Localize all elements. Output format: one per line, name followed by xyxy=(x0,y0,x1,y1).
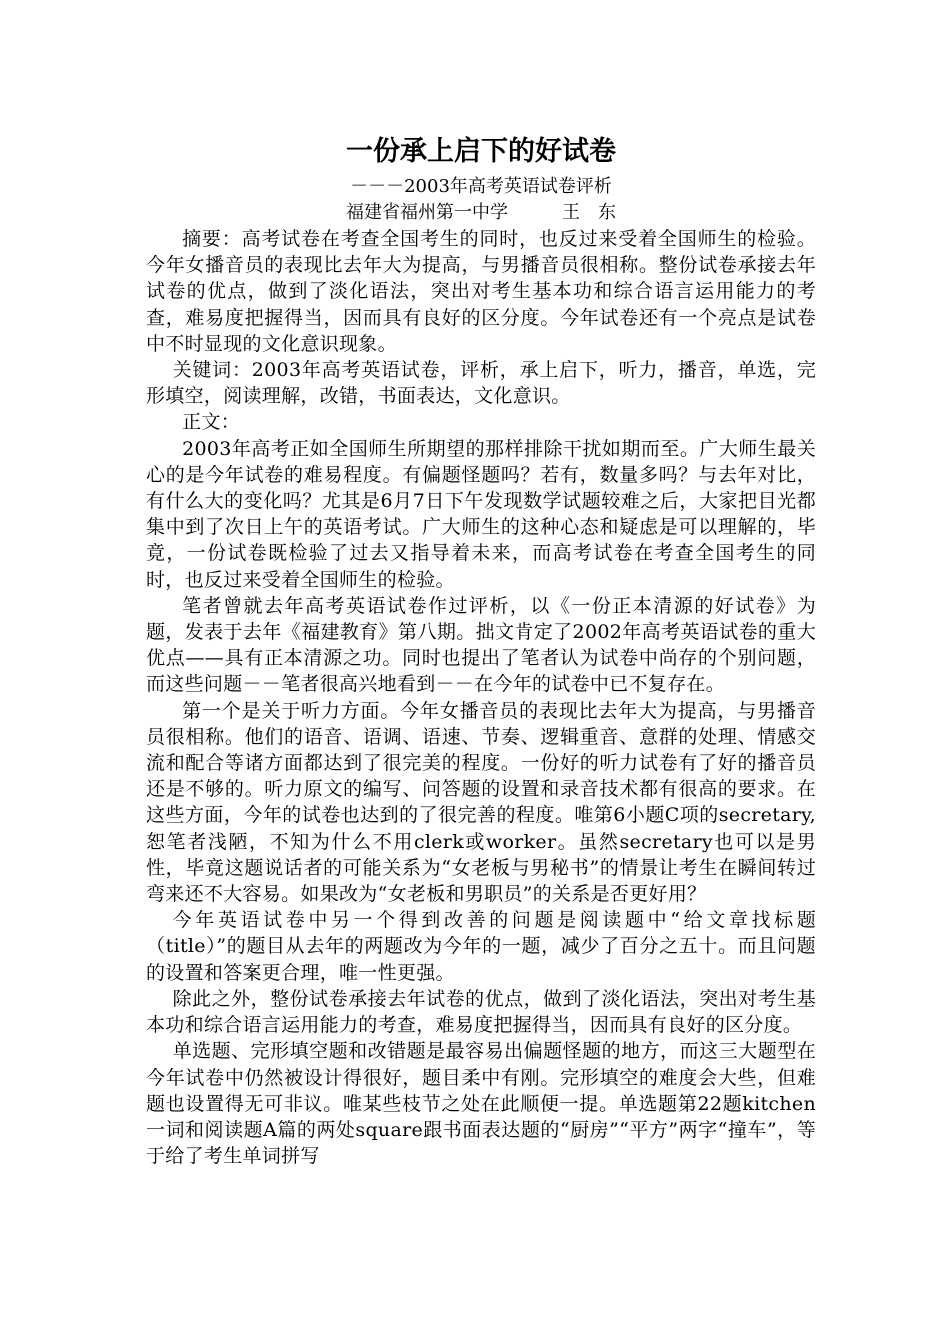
body-paragraph-5: 除此之外，整份试卷承接去年试卷的优点，做到了淡化语法，突出对考生基本功和综合语言运用能力的考查，难易度把握得当，因而具有良好的区分度。 xyxy=(146,987,816,1037)
body-paragraph-2: 笔者曾就去年高考英语试卷作过评析，以《一份正本清源的好试卷》为题，发表于去年《福建教育》第八期。拙文肯定了2002年高考英语试卷的重大优点——具有正本清源之功。同时也提出了笔者认为试卷中尚存的个别问题，而这些问题－－笔者很高兴地看到－－在今年的试卷中已不复存在。 xyxy=(146,594,816,696)
author-line: 福建省福州第一中学 王 东 xyxy=(346,202,616,223)
body-heading: 正文： xyxy=(182,411,240,434)
abstract-paragraph: 摘要：高考试卷在考查全国考生的同时，也反过来受着全国师生的检验。今年女播音员的表现比去年大为提高，与男播音员很相称。整份试卷承接去年试卷的优点，做到了淡化语法，突出对考生基本功和综合语言运用能力的考查，难易度把握得当，因而具有良好的区分度。今年试卷还有一个亮点是试卷中不时显现的文化意识现象。 xyxy=(146,228,816,355)
keywords-paragraph: 关键词：2003年高考英语试卷，评析，承上启下，听力，播音，单选，完形填空，阅读理解，改错，书面表达，文化意识。 xyxy=(146,359,816,408)
document-title: 一份承上启下的好试卷 xyxy=(346,136,616,167)
body-paragraph-3: 第一个是关于听力方面。今年女播音员的表现比去年大为提高，与男播音员很相称。他们的语音、语调、语速、节奏、逻辑重音、意群的处理、情感交流和配合等诸方面都达到了很完美的程度。一份好的听力试卷有了好的播音员还是不够的。听力原文的编写、问答题的设置和录音技术都有很高的要求。在这些方面，今年的试卷也达到的了很完善的程度。唯第6小题C项的secretary, 恕笔者浅陋，不知为什么不用clerk或worker。虽然secretary也可以是男性，毕竟这题说话者的可能关系为“女老板与男秘书”的情景让考生在瞬间转过弯来还不大容易。如果改为“女老板和男职员”的关系是否更好用？ xyxy=(146,699,816,906)
body-paragraph-6: 单选题、完形填空题和改错题是最容易出偏题怪题的地方，而这三大题型在今年试卷中仍然被设计得很好，题目柔中有刚。完形填空的难度会大些，但难题也设置得无可非议。唯某些枝节之处在此顺便一提。单选题第22题kitchen一词和阅读题A篇的两处square跟书面表达题的“厨房”“平方”两字“撞车”，等于给了考生单词拼写 xyxy=(146,1040,816,1168)
body-paragraph-4: 今年英语试卷中另一个得到改善的问题是阅读题中“给文章找标题（title）”的题目从去年的两题改为今年的一题，减少了百分之五十。而且问题的设置和答案更合理，唯一性更强。 xyxy=(146,909,816,984)
document-subtitle: －－－2003年高考英语试卷评析 xyxy=(350,176,612,197)
body-paragraph-1: 2003年高考正如全国师生所期望的那样排除干扰如期而至。广大师生最关心的是今年试卷的难易程度。有偏题怪题吗？若有，数量多吗？与去年对比，有什么大的变化吗？尤其是6月7日下午发现数学试题较难之后，大家把目光都集中到了次日上午的英语考试。广大师生的这种心态和疑虑是可以理解的，毕竟，一份试卷既检验了过去又指导着未来，而高考试卷在考查全国考生的同时，也反过来受着全国师生的检验。 xyxy=(146,437,816,591)
document-page xyxy=(146,130,816,1169)
